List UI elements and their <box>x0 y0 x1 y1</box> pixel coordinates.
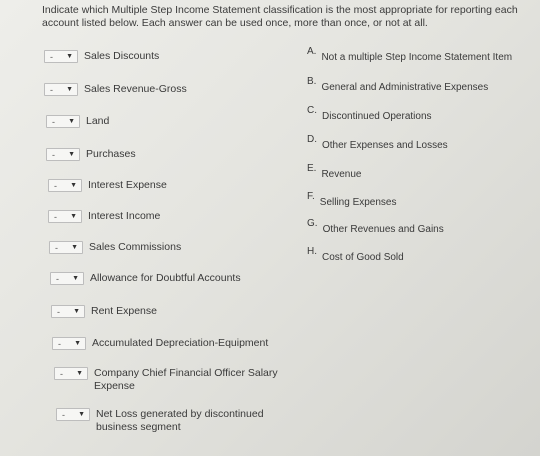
option-item <box>307 246 404 264</box>
chevron-down-icon: ▼ <box>68 151 75 158</box>
option-text: General and Administrative Expenses <box>321 82 489 93</box>
option-letter: H. <box>307 246 317 257</box>
classification-dropdown[interactable]: - ▼ <box>54 367 88 380</box>
chevron-down-icon: ▼ <box>76 370 83 377</box>
item-row <box>44 83 187 96</box>
classification-dropdown[interactable]: - ▼ <box>46 115 80 128</box>
item-row <box>46 148 136 161</box>
item-label: Sales Revenue-Gross <box>84 83 187 95</box>
item-row <box>52 337 268 350</box>
option-text: Not a multiple Step Income Statement Item <box>321 52 513 63</box>
classification-dropdown[interactable]: - ▼ <box>49 241 83 254</box>
classification-dropdown[interactable]: - ▼ <box>51 305 85 318</box>
chevron-down-icon: ▼ <box>70 182 77 189</box>
item-label: Sales Commissions <box>89 241 182 253</box>
classification-dropdown[interactable]: - ▼ <box>44 50 78 63</box>
option-text: Revenue <box>321 169 362 180</box>
option-item <box>307 134 448 152</box>
option-letter: F. <box>307 191 315 202</box>
option-item <box>307 105 432 123</box>
item-row <box>48 179 167 192</box>
chevron-down-icon: ▼ <box>72 275 79 282</box>
instructions-text: Indicate which Multiple Step Income Statement classification is the most appropriate for reporting each account listed below. Each answer can be used once, more than once, or not at all. <box>42 4 518 29</box>
item-label: Sales Discounts <box>84 50 160 62</box>
option-letter: D. <box>307 134 317 145</box>
item-row <box>48 210 160 223</box>
option-item <box>307 191 397 209</box>
item-label: Net Loss generated by discontinued business segment <box>96 408 264 433</box>
option-text: Cost of Good Sold <box>322 252 404 263</box>
chevron-down-icon: ▼ <box>70 213 77 220</box>
option-item <box>307 76 489 94</box>
item-row <box>51 305 157 318</box>
item-label: Land <box>86 115 110 127</box>
option-letter: E. <box>307 163 317 174</box>
item-label: Company Chief Financial Officer Salary Expense <box>94 367 278 392</box>
item-label: Accumulated Depreciation-Equipment <box>92 337 269 349</box>
option-text: Other Revenues and Gains <box>322 224 444 235</box>
item-label: Interest Expense <box>88 179 167 191</box>
chevron-down-icon: ▼ <box>74 340 81 347</box>
classification-dropdown[interactable]: - ▼ <box>48 210 82 223</box>
option-letter: B. <box>307 76 317 87</box>
item-row <box>54 367 278 393</box>
classification-dropdown[interactable]: - ▼ <box>48 179 82 192</box>
item-label: Purchases <box>86 148 136 160</box>
chevron-down-icon: ▼ <box>73 308 80 315</box>
item-row <box>56 408 264 434</box>
option-letter: G. <box>307 218 318 229</box>
classification-dropdown[interactable]: - ▼ <box>44 83 78 96</box>
option-letter: A. <box>307 46 317 57</box>
option-letter: C. <box>307 105 317 116</box>
item-label: Allowance for Doubtful Accounts <box>90 272 241 284</box>
option-item <box>307 218 444 236</box>
item-label: Rent Expense <box>91 305 157 317</box>
item-row <box>50 272 241 285</box>
item-label: Interest Income <box>88 210 161 222</box>
option-text: Discontinued Operations <box>322 111 432 122</box>
option-text: Other Expenses and Losses <box>322 140 448 151</box>
chevron-down-icon: ▼ <box>78 411 85 418</box>
classification-dropdown[interactable]: - ▼ <box>46 148 80 161</box>
item-row <box>46 115 109 128</box>
item-row <box>44 50 159 63</box>
chevron-down-icon: ▼ <box>66 86 73 93</box>
classification-dropdown[interactable]: - ▼ <box>52 337 86 350</box>
chevron-down-icon: ▼ <box>66 53 73 60</box>
option-text: Selling Expenses <box>319 197 397 208</box>
option-item <box>307 163 362 181</box>
classification-dropdown[interactable]: - ▼ <box>56 408 90 421</box>
chevron-down-icon: ▼ <box>71 244 78 251</box>
option-item <box>307 46 513 64</box>
classification-dropdown[interactable]: - ▼ <box>50 272 84 285</box>
item-row <box>49 241 181 254</box>
chevron-down-icon: ▼ <box>68 118 75 125</box>
